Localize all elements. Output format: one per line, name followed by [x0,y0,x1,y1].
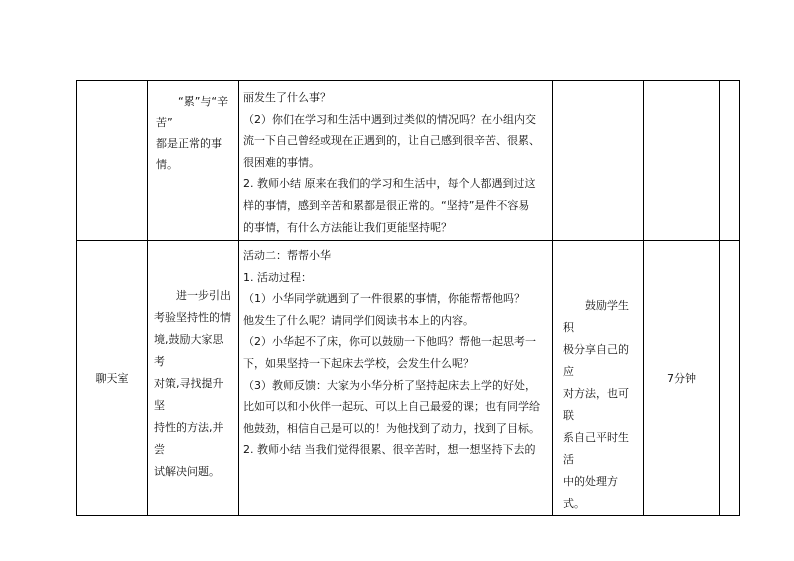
goal-line: 境,鼓励大家思考 [154,333,224,368]
process-line: 他发生了什么呢？请同学们阅读书本上的内容。 [243,313,474,327]
goal-line: 进一步引出 [176,289,231,302]
method-line: 中的处理方式。 [563,475,618,510]
process-line: （3）教师反馈：大家为小华分析了坚持起床去上学的好处， [243,378,536,392]
process-line: 活动二：帮帮小华 [243,249,331,262]
process-line: （2）你们在学习和生活中遇到过类似的情况吗？在小组内交 [243,112,536,126]
link-cell [77,81,148,241]
process-line: （1）小华同学就遇到了一件很累的事情，你能帮帮他吗？ [243,292,525,306]
process-line: 2. 教师小结 当我们觉得很累、很辛苦时，想一想坚持下去的 [243,443,536,457]
table-row [77,241,740,516]
process-cell [239,241,553,516]
process-line: （2）小华起不了床，你可以鼓励一下他吗？帮他一起思考一 [243,335,536,349]
process-line: 的事情，有什么方法能让我们更能坚持呢？ [243,220,452,234]
process-line: 丽发生了什么事？ [243,91,331,104]
process-line: 流一下自己曾经或现在正遇到的，让自己感到很辛苦、很累、 [243,134,540,148]
method-line: 系自己平时生活 [563,431,629,466]
process-line: 下，如果坚持一下起床去学校，会发生什么呢？ [243,356,474,370]
goal-cell [148,241,239,516]
process-line: 很困难的事情。 [243,155,320,169]
time-cell [644,241,720,516]
process-line: 比如可以和小伙伴一起玩、可以上自己最爱的课；也有同学给 [243,400,540,414]
note-cell [720,241,740,516]
goal-line: 考验坚持性的情 [154,311,231,324]
table-row [77,81,740,241]
method-line: 鼓励学生积 [563,299,629,334]
lesson-plan-table [76,80,740,516]
method-cell [553,81,644,241]
goal-line: 试解决问题。 [154,465,220,478]
method-cell [553,241,644,516]
time-label: 7分钟 [667,372,696,385]
goal-cell [148,81,239,241]
link-cell [77,241,148,516]
goal-line: 持性的方法,并尝 [154,421,224,456]
link-label: 聊天室 [95,372,129,385]
process-cell [239,81,553,241]
goal-line: “累”与“辛苦” [156,95,229,129]
time-cell [644,81,720,241]
method-line: 极分享自己的应 [563,343,629,378]
process-line: 他鼓劲，相信自己是可以的！为他找到了动力，找到了目标。 [243,421,540,435]
goal-line: 都是正常的事情。 [156,137,222,171]
process-line: 样的事情，感到辛苦和累都是很正常的。“坚持”是件不容易 [243,198,530,212]
method-line: 对方法，也可联 [563,387,629,422]
note-cell [720,81,740,241]
process-line: 1. 活动过程： [243,270,312,284]
goal-line: 对策,寻找提升坚 [154,377,224,412]
process-line: 2. 教师小结 原来在我们的学习和生活中，每个人都遇到过这 [243,177,536,191]
